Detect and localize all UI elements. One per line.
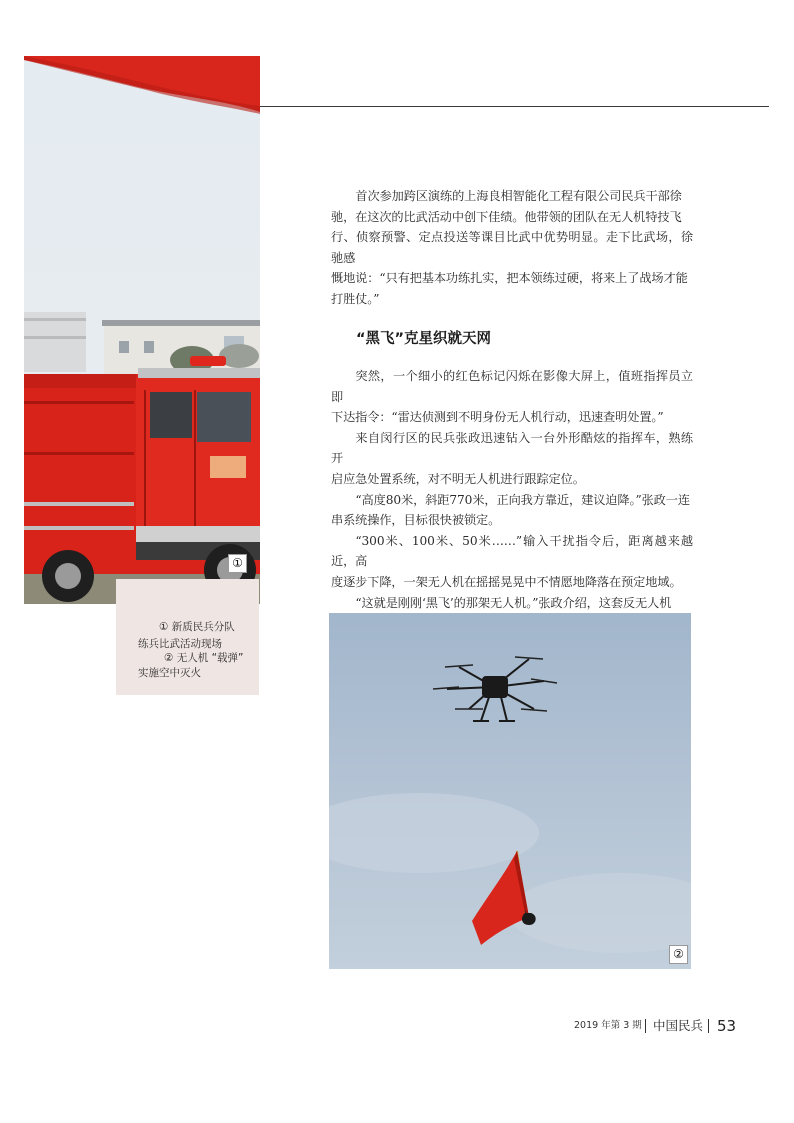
intro-line: 首次参加跨区演练的上海良相智能化工程有限公司民兵干部徐	[355, 189, 682, 203]
photo-fire-truck	[24, 56, 260, 604]
intro-line: 驰，在这次的比武活动中创下佳绩。他带领的团队在无人机特技飞	[331, 209, 682, 224]
body-line: 下达指令：“雷达侦测到不明身份无人机行动，迅速查明处置。”	[331, 410, 664, 425]
caption-line-2: 练兵比武活动现场	[138, 638, 222, 650]
caption-line-4: 实施空中灭火	[138, 667, 201, 679]
body-line: 度逐步下降，一架无人机在摇摇晃晃中不情愿地降落在预定地域。	[331, 574, 682, 589]
body-line: “这就是刚刚‘黑飞’的那架无人机。”张政介绍，这套反无人机	[355, 595, 672, 610]
footer-separator	[708, 1019, 709, 1033]
body-line: “高度80米，斜距770米，正向我方靠近，建议迫降。”张政一连	[355, 492, 690, 507]
page-number: 53	[717, 1017, 737, 1035]
article-body	[331, 366, 693, 613]
body-line: 启应急处置系统，对不明无人机进行跟踪定位。	[331, 471, 585, 486]
body-line: 来自闵行区的民兵张政迅速钻入一台外形酷炫的指挥车，熟练开	[331, 430, 693, 466]
footer-magazine-name: 中国民兵	[653, 1018, 704, 1033]
intro-line: 打胜仗。”	[331, 291, 380, 306]
photo-number-badge-2: ②	[669, 945, 688, 964]
caption-line-1: ① 新质民兵分队	[159, 621, 235, 633]
intro-line: 慨地说：“只有把基本功练扎实，把本领练过硬，将来上了战场才能	[331, 271, 688, 286]
footer-issue: 2019 年第 3 期	[574, 1020, 642, 1031]
body-line: 突然，一个细小的红色标记闪烁在影像大屏上，值班指挥员立即	[331, 369, 693, 404]
photo-number-badge-1: ①	[228, 554, 247, 573]
photo-drone-flag	[329, 613, 691, 969]
footer-separator	[645, 1019, 646, 1033]
article-intro	[331, 186, 693, 310]
body-line: 串系统操作，目标很快被锁定。	[331, 513, 501, 528]
caption-line-3: ② 无人机 “载弹”	[164, 652, 244, 664]
photo-caption	[116, 579, 259, 695]
section-heading: “黑飞”克星织就天网	[356, 331, 492, 347]
body-line: “300米、100米、50米……”输入干扰指令后，距离越来越近，高	[331, 533, 693, 569]
intro-line: 行、侦察预警、定点投送等课目比武中优势明显。走下比武场，徐驰感	[331, 230, 693, 265]
